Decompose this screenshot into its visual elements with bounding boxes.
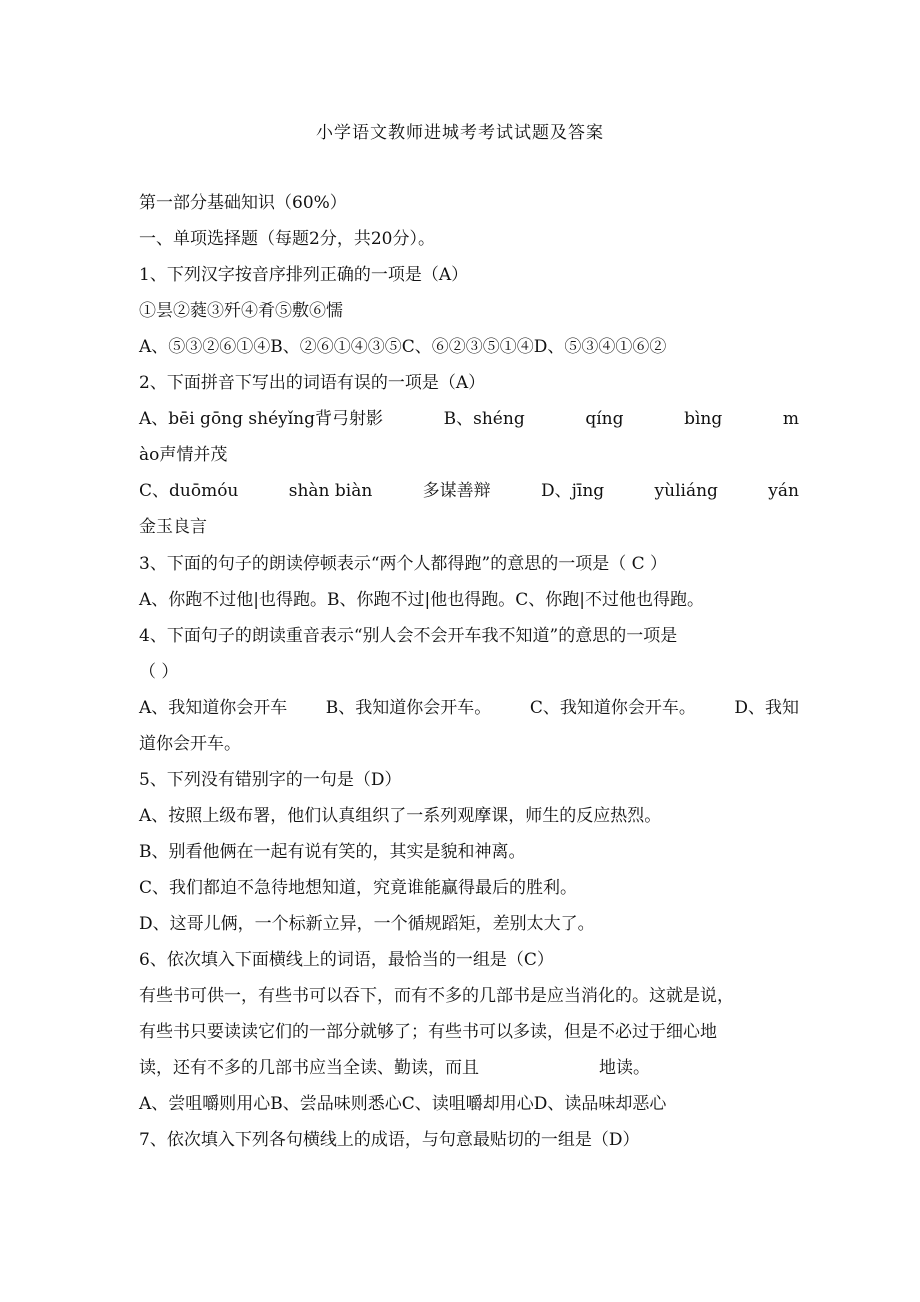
question-1-characters: ①昙②蕤③歼④肴⑤敷⑥懦 <box>139 301 343 321</box>
question-1: 1、下列汉字按音序排列正确的一项是（A） <box>139 265 469 285</box>
passage-text: 读，还有不多的几部书应当全读、勤读，而且 <box>139 1058 479 1078</box>
option-a: A、bēi gōng shéyǐng背弓射影 <box>139 409 384 429</box>
option-b: B、我知道你会开车。 <box>325 698 492 718</box>
question-1-options: A、⑤③②⑥①④B、②⑥①④③⑤C、⑥②③⑤①④D、⑤③④①⑥② <box>139 337 667 357</box>
question-2-option-d-continued: 金玉良言 <box>139 517 207 537</box>
option-b-pinyin-4: m <box>782 409 799 429</box>
question-6-passage-line-3 <box>139 1057 799 1079</box>
option-c-pinyin-1: C、duōmóu <box>139 481 239 501</box>
question-group-heading: 一、单项选择题（每题2分，共20分）。 <box>139 229 435 249</box>
option-b-pinyin-1: B、shéng <box>443 409 525 429</box>
question-6-passage-line-1: 有些书可供一，有些书可以吞下，而有不多的几部书是应当消化的。这就是说， <box>139 986 734 1006</box>
question-2-options-row-2 <box>139 480 799 502</box>
option-b-pinyin-3: bìng <box>684 409 723 429</box>
question-5-option-c: C、我们都迫不急待地想知道，究竟谁能赢得最后的胜利。 <box>139 878 578 898</box>
question-2: 2、下面拼音下写出的词语有误的一项是（A） <box>139 373 486 393</box>
question-2-options-row-1 <box>139 408 799 430</box>
option-c-pinyin-2: shàn biàn <box>288 481 373 501</box>
question-7: 7、依次填入下列各句横线上的成语，与句意最贴切的一组是（D） <box>139 1130 640 1150</box>
question-5: 5、下列没有错别字的一句是（D） <box>139 770 402 790</box>
document-title: 小学语文教师进城考考试试题及答案 <box>316 123 604 143</box>
section-heading: 第一部分基础知识（60%） <box>139 193 347 213</box>
question-2-option-b-continued: ào声情并茂 <box>139 445 228 465</box>
option-d-pinyin-2: yùliáng <box>654 481 718 501</box>
question-4-blank: （ ） <box>139 662 179 682</box>
option-b-pinyin-2: qíng <box>585 409 624 429</box>
option-a: A、我知道你会开车 <box>139 698 288 718</box>
question-4: 4、下面句子的朗读重音表示“别人会不会开车我不知道”的意思的一项是 <box>139 626 678 646</box>
option-d: D、我知 <box>734 698 799 718</box>
question-4-options <box>139 697 799 719</box>
option-c-words: 多谋善辩 <box>422 481 491 501</box>
question-5-option-a: A、按照上级布署，他们认真组织了一系列观摩课，师生的反应热烈。 <box>139 806 662 826</box>
question-6-passage-line-2: 有些书只要读读它们的一部分就够了；有些书可以多读，但是不必过于细心地 <box>139 1022 717 1042</box>
question-5-option-d: D、这哥儿俩，一个标新立异，一个循规蹈矩，差别太大了。 <box>139 914 595 934</box>
option-d-pinyin-3: yán <box>768 481 799 501</box>
question-5-option-b: B、别看他俩在一起有说有笑的，其实是貌和神离。 <box>139 842 526 862</box>
question-3-options: A、你跑不过他|也得跑。B、你跑不过|他也得跑。C、你跑|不过他也得跑。 <box>139 590 704 610</box>
option-d-pinyin-1: D、jīng <box>541 481 605 501</box>
question-4-option-d-continued: 道你会开车。 <box>139 734 241 754</box>
passage-text-end: 地读。 <box>599 1058 650 1078</box>
question-6-options: A、尝咀嚼则用心B、尝品味则悉心C、读咀嚼却用心D、读品味却恶心 <box>139 1094 667 1114</box>
question-6: 6、依次填入下面横线上的词语，最恰当的一组是（C） <box>139 950 554 970</box>
question-3: 3、下面的句子的朗读停顿表示“两个人都得跑”的意思的一项是（ C ） <box>139 554 668 574</box>
option-c: C、我知道你会开车。 <box>529 698 696 718</box>
